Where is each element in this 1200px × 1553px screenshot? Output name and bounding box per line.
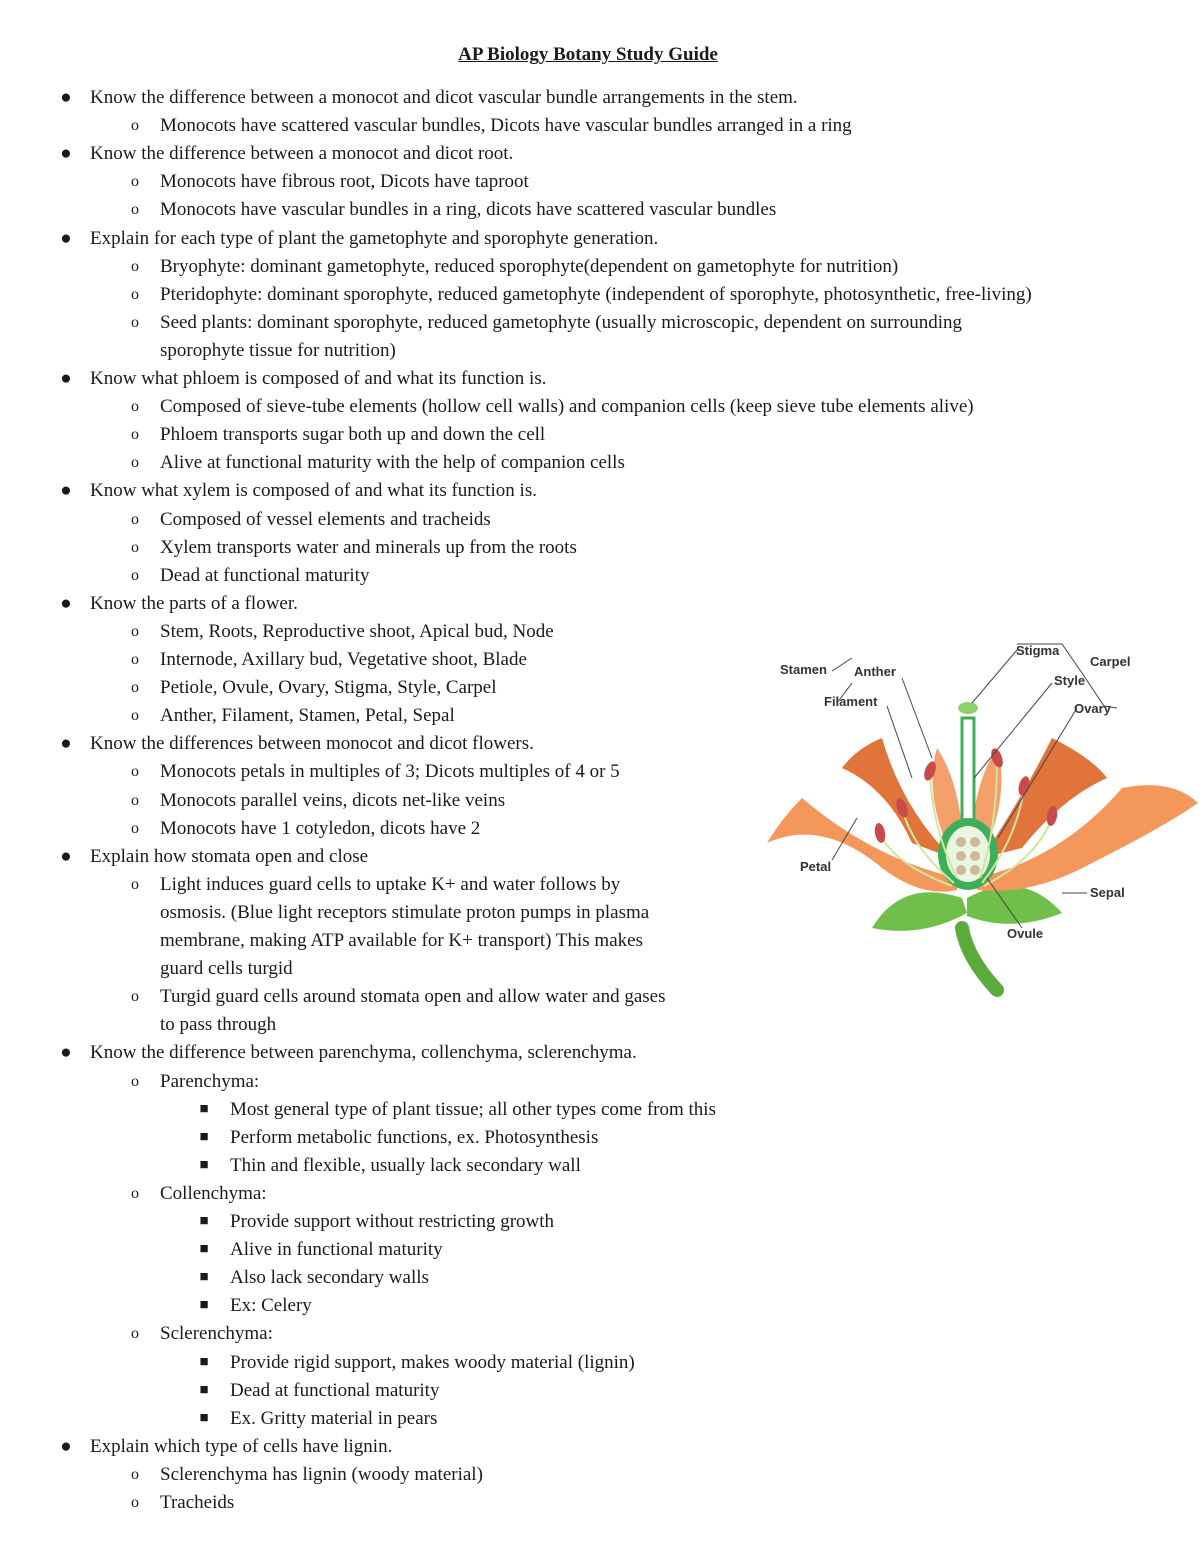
outline-text: Composed of vessel elements and tracheids [160, 508, 491, 530]
ovule [956, 851, 966, 861]
outline-text: Also lack secondary walls [230, 1267, 429, 1289]
outline-text: Know the difference between a monocot and dicot root. [90, 143, 514, 165]
outline-text: Know the differences between monocot and dicot flowers. [90, 733, 534, 755]
outline-point [131, 1068, 260, 1095]
outline-subpoint [199, 1152, 581, 1179]
bullet-marker: o [131, 538, 139, 556]
outline-text: Provide rigid support, makes woody material (lignin) [230, 1351, 635, 1373]
outline-subpoint [199, 1292, 312, 1319]
outline-text: Perform metabolic functions, ex. Photosynthesis [230, 1126, 599, 1148]
stigma [958, 702, 978, 714]
bullet-marker: o [131, 763, 139, 781]
flower-diagram [762, 628, 1200, 1000]
outline-text: sporophyte tissue for nutrition) [160, 339, 396, 361]
ovary-inner [946, 826, 990, 882]
bullet-marker: ● [60, 87, 72, 108]
outline-point [131, 1489, 235, 1516]
bullet-marker: ● [60, 1435, 72, 1457]
bullet-marker: ■ [199, 1156, 209, 1173]
outline-subpoint [199, 1349, 635, 1376]
bullet-marker: o [131, 651, 139, 668]
outline-text: Explain which type of cells have lignin. [90, 1435, 393, 1457]
bullet-marker: o [131, 1072, 139, 1090]
outline-text: Collenchyma: [160, 1182, 267, 1204]
outline-point [160, 337, 396, 364]
bullet-marker: ● [60, 227, 72, 249]
outline-point [131, 534, 577, 561]
bullet-marker: ■ [199, 1297, 209, 1314]
label-ovule: Ovule [1007, 926, 1044, 941]
outline-point [131, 1180, 267, 1207]
label-ovary: Ovary [1074, 701, 1111, 716]
outline-topic [60, 1433, 393, 1460]
outline-subpoint [199, 1405, 438, 1432]
outline-text: Alive at functional maturity with the help of companion cells [160, 452, 625, 474]
outline-text: Light induces guard cells to uptake K+ and water follows by [160, 873, 621, 895]
bullet-marker: o [131, 1494, 139, 1511]
outline-text: Monocots petals in multiples of 3; Dicots multiples of 4 or 5 [160, 761, 620, 783]
ovule [956, 865, 966, 875]
outline-subpoint [199, 1096, 716, 1123]
outline-topic [60, 225, 659, 252]
outline-text: guard cells turgid [160, 958, 293, 980]
outline-subpoint [199, 1124, 599, 1151]
outline-text: membrane, making ATP available for K+ transport) This makes [160, 930, 643, 951]
style [962, 718, 974, 828]
outline-subpoint [199, 1264, 429, 1291]
outline-point [131, 618, 554, 645]
bullet-marker: o [131, 988, 139, 1006]
outline-text: Bryophyte: dominant gametophyte, reduced sporophyte(dependent on gametophyte for nutrition) [160, 255, 899, 277]
outline-point [131, 168, 529, 195]
outline-text: Dead at functional maturity [160, 564, 370, 586]
label-anther: Anther [854, 664, 896, 679]
bullet-marker: o [131, 1465, 139, 1483]
outline-point [131, 1461, 483, 1488]
outline-text: Know what phloem is composed of and what its function is. [90, 368, 547, 389]
ovule [956, 837, 966, 847]
bullet-marker: o [131, 201, 139, 219]
bullet-marker: o [131, 707, 139, 725]
outline-point [131, 871, 621, 898]
outline-text: Ex: Celery [230, 1295, 312, 1317]
bullet-marker: ■ [199, 1128, 209, 1145]
outline-text: Thin and flexible, usually lack secondary wall [230, 1154, 581, 1176]
outline-topic [60, 590, 298, 617]
outline-text: Ex. Gritty material in pears [230, 1407, 438, 1429]
label-style: Style [1054, 673, 1086, 688]
outline-text: Composed of sieve-tube elements (hollow cell walls) and companion cells (keep sieve tube elements alive) [160, 396, 974, 418]
outline-text: Anther, Filament, Stamen, Petal, Sepal [160, 705, 455, 727]
bullet-marker: ● [60, 1042, 72, 1064]
outline-text: Petiole, Ovule, Ovary, Stigma, Style, Carpel [160, 677, 497, 699]
label-carpel: Carpel [1090, 654, 1131, 669]
bullet-marker: ■ [199, 1213, 209, 1229]
bullet-marker: o [131, 679, 139, 697]
bullet-marker: o [131, 398, 139, 416]
bullet-marker: o [131, 426, 139, 444]
bullet-marker: ● [60, 480, 72, 502]
outline-point [131, 983, 666, 1010]
bullet-marker: o [131, 454, 139, 472]
outline-topic [60, 365, 547, 392]
outline-text: Know the difference between a monocot and dicot vascular bundle arrangements in the stem. [90, 87, 798, 108]
outline-text: Turgid guard cells around stomata open and allow water and gases [160, 986, 666, 1008]
ovule [970, 851, 980, 861]
bullet-marker: ■ [199, 1381, 209, 1398]
outline-point [131, 281, 1032, 308]
outline-point [131, 421, 546, 448]
outline-text: Internode, Axillary bud, Vegetative shoot, Blade [160, 649, 527, 670]
outline-subpoint [199, 1208, 555, 1235]
outline-text: Know the difference between parenchyma, collenchyma, sclerenchyma. [90, 1042, 637, 1064]
bullet-marker: o [131, 257, 139, 275]
outline-text: Explain for each type of plant the gametophyte and sporophyte generation. [90, 227, 659, 249]
outline-text: Monocots parallel veins, dicots net-like veins [160, 789, 506, 811]
outline-topic [60, 843, 369, 870]
outline-text: Dead at functional maturity [230, 1379, 440, 1401]
outline-text: osmosis. (Blue light receptors stimulate proton pumps in plasma [160, 901, 650, 923]
bullet-marker: ● [60, 592, 72, 614]
sepal-left [872, 892, 967, 931]
bullet-marker: ■ [199, 1100, 209, 1117]
outline-topic [60, 730, 534, 757]
outline-point [131, 674, 497, 701]
outline-text: Provide support without restricting growth [230, 1211, 555, 1232]
outline-point [160, 927, 643, 954]
outline-text: Monocots have fibrous root, Dicots have taproot [160, 171, 529, 193]
outline-topic [60, 140, 514, 167]
bullet-marker: o [131, 791, 139, 809]
outline-text: Explain how stomata open and close [90, 845, 369, 867]
outline-point [131, 253, 899, 280]
outline-text: Know what xylem is composed of and what its function is. [90, 480, 537, 502]
bullet-marker: ■ [199, 1269, 209, 1286]
label-petal: Petal [800, 859, 832, 874]
label-stamen: Stamen [780, 662, 827, 677]
bullet-marker: o [131, 875, 139, 893]
outline-text: to pass through [160, 1014, 277, 1036]
outline-subpoint [199, 1377, 440, 1404]
outline-text: Parenchyma: [160, 1070, 260, 1092]
label-filament: Filament [824, 694, 878, 709]
outline-text: Sclerenchyma: [160, 1323, 273, 1345]
outline-point [131, 309, 963, 336]
outline-text: Monocots have vascular bundles in a ring, dicots have scattered vascular bundles [160, 199, 777, 221]
outline-text: Alive in functional maturity [230, 1239, 443, 1261]
bullet-marker: ■ [199, 1241, 209, 1258]
bullet-marker: o [131, 313, 139, 331]
outline-point [131, 758, 620, 785]
bullet-marker: ● [60, 845, 72, 867]
label-stigma: Stigma [1016, 643, 1060, 658]
bullet-marker: o [131, 566, 139, 584]
bullet-marker: o [131, 173, 139, 191]
bullet-marker: ● [60, 368, 72, 389]
outline-point [131, 702, 455, 729]
outline-text: Monocots have scattered vascular bundles, Dicots have vascular bundles arranged in a ring [160, 115, 852, 137]
flower-stem [962, 928, 997, 990]
outline-point [131, 815, 481, 842]
outline-point [131, 393, 974, 420]
bullet-marker: o [131, 285, 139, 303]
outline-text: Seed plants: dominant sporophyte, reduced gametophyte (usually microscopic, dependent on surrounding [160, 311, 963, 333]
outline-topic [60, 477, 537, 504]
outline-point [160, 955, 293, 982]
bullet-marker: ■ [199, 1409, 209, 1426]
bullet-marker: o [131, 1325, 139, 1343]
bullet-marker: o [131, 622, 139, 640]
outline-text: Xylem transports water and minerals up from the roots [160, 536, 577, 558]
outline-topic [60, 1039, 637, 1066]
page-title: AP Biology Botany Study Guide [458, 44, 718, 65]
outline-topic [60, 84, 798, 111]
bullet-marker: o [131, 819, 139, 837]
outline-text: Tracheids [160, 1492, 235, 1513]
outline-point [131, 1320, 273, 1347]
outline-point [131, 562, 370, 589]
outline-point [131, 196, 777, 223]
label-sepal: Sepal [1090, 885, 1125, 900]
outline-point [160, 1011, 276, 1038]
outline-text: Monocots have 1 cotyledon, dicots have 2 [160, 817, 481, 839]
outline-point [160, 899, 649, 926]
outline-text: Phloem transports sugar both up and down the cell [160, 424, 546, 446]
bullet-marker: ● [60, 143, 72, 165]
outline-text: Know the parts of a flower. [90, 592, 298, 614]
bullet-marker: o [131, 510, 139, 528]
outline-text: Pteridophyte: dominant sporophyte, reduced gametophyte (independent of sporophyte, photosynthetic, free-living) [160, 283, 1032, 305]
outline-point [131, 449, 625, 476]
outline-point [131, 787, 506, 814]
outline-text: Sclerenchyma has lignin (woody material) [160, 1463, 483, 1485]
outline-point [131, 646, 527, 673]
bullet-marker: o [131, 117, 139, 135]
outline-text: Most general type of plant tissue; all other types come from this [230, 1098, 716, 1120]
outline-subpoint [199, 1236, 443, 1263]
ovule [970, 865, 980, 875]
bullet-marker: ● [60, 733, 72, 755]
ovule [970, 837, 980, 847]
outline-text: Stem, Roots, Reproductive shoot, Apical bud, Node [160, 620, 554, 642]
outline-point [131, 112, 852, 139]
outline-point [131, 506, 491, 533]
bullet-marker: ■ [199, 1353, 209, 1370]
bullet-marker: o [131, 1184, 139, 1202]
